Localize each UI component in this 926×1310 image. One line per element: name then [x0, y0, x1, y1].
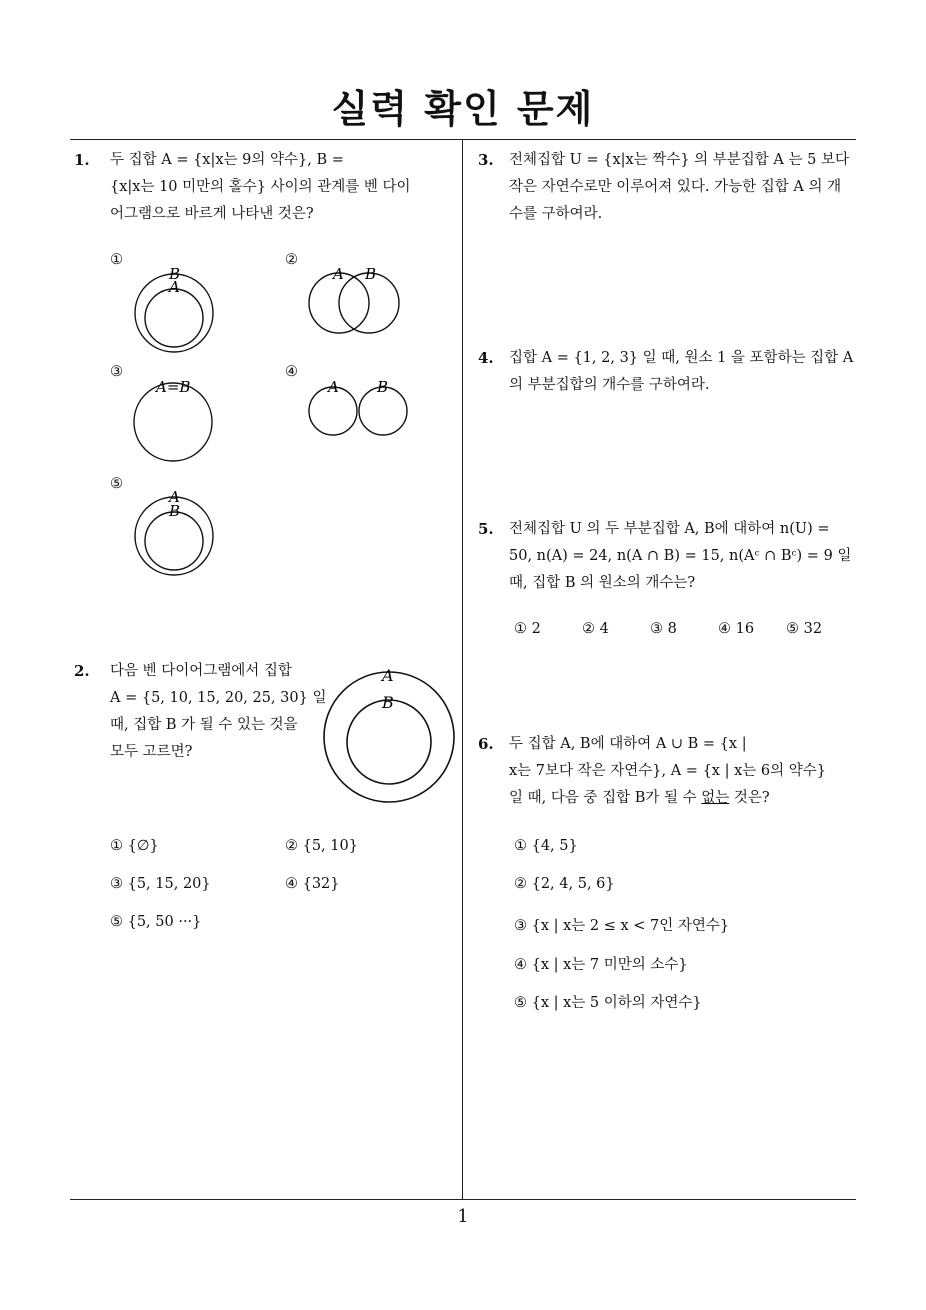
option: ① {∅}	[110, 838, 159, 854]
choice-1-marker: ①	[110, 252, 123, 268]
question-text	[509, 345, 858, 399]
option: ② {2, 4, 5, 6}	[514, 876, 615, 892]
option: ③ {x | x는 2 ≤ x < 7인 자연수}	[514, 918, 730, 934]
choice-4-marker: ④	[285, 364, 298, 380]
question-line: 모두 고르면?	[110, 744, 193, 760]
choice-5-marker: ⑤	[110, 476, 123, 492]
venn-label: B	[382, 693, 394, 712]
page-number: 1	[457, 1206, 469, 1227]
question-line: 의 부분집합의 개수를 구하여라.	[509, 377, 710, 393]
question-line: 전체집합 U = {x|x는 짝수} 의 부분집합 A 는 5 보다	[509, 152, 849, 168]
venn-label: B	[169, 502, 181, 520]
option-row	[514, 621, 854, 637]
venn-label: B	[365, 265, 377, 283]
question-line: 때, 집합 B 의 원소의 개수는?	[509, 575, 696, 591]
question-line	[509, 785, 858, 812]
column-divider	[462, 140, 463, 1200]
question-number: 2.	[74, 662, 90, 680]
option: ③ 8	[650, 621, 677, 637]
question-line: x는 7보다 작은 자연수}, A = {x | x는 6의 약수}	[509, 763, 826, 779]
question-line: 50, n(A) = 24, n(A ∩ B) = 15, n(Aᶜ ∩ Bᶜ) = 9 일	[509, 548, 852, 564]
venn-label: A=B	[156, 378, 191, 396]
venn-choice-5	[135, 488, 213, 575]
option: ⑤ {5, 50 ···}	[110, 914, 202, 930]
question-text	[110, 147, 456, 228]
venn-label: B	[377, 378, 389, 396]
question-line: 작은 자연수로만 이루어져 있다. 가능한 집합 A 의 개	[509, 179, 842, 195]
option: ⑤ {x | x는 5 이하의 자연수}	[514, 995, 702, 1011]
venn-choice-4	[309, 378, 407, 435]
question-line: 다음 벤 다이어그램에서 집합	[110, 663, 292, 679]
option: ④ {32}	[285, 876, 340, 892]
venn-choice-3	[134, 378, 212, 461]
question-line: 어그램으로 바르게 나타낸 것은?	[110, 206, 314, 222]
venn-label: A	[169, 278, 180, 296]
question-number: 6.	[478, 735, 494, 753]
header-rule	[70, 139, 856, 140]
option: ④ {x | x는 7 미만의 소수}	[514, 957, 688, 973]
venn-choice-1	[135, 265, 213, 352]
option: ④ 16	[718, 621, 755, 637]
footer-rule	[70, 1199, 856, 1200]
question-line: A = {5, 10, 15, 20, 25, 30} 일	[110, 690, 327, 706]
question-text	[509, 516, 858, 597]
choice-2-marker: ②	[285, 252, 298, 268]
venn-label: A	[382, 666, 394, 685]
option: ② {5, 10}	[285, 838, 358, 854]
question-line: {x|x는 10 미만의 홀수} 사이의 관계를 벤 다이	[110, 179, 411, 195]
option: ① 2	[514, 621, 541, 637]
question-line: 때, 집합 B 가 될 수 있는 것을	[110, 717, 298, 733]
question-line: 집합 A = {1, 2, 3} 일 때, 원소 1 을 포함하는 집합 A	[509, 350, 854, 366]
question-text	[509, 731, 858, 812]
option: ② 4	[582, 621, 609, 637]
page-title: 실력 확인 문제	[331, 87, 595, 131]
line-part: 것은?	[729, 790, 770, 806]
question-number: 1.	[74, 151, 90, 169]
question-line: 수를 구하여라.	[509, 206, 603, 222]
underlined-word: 없는	[701, 790, 730, 806]
question-line: 두 집합 A = {x|x는 9의 약수}, B =	[110, 152, 344, 168]
venn-question-2	[324, 666, 454, 802]
question-number: 3.	[478, 151, 494, 169]
venn-label: A	[169, 488, 180, 506]
question-line: 두 집합 A, B에 대하여 A ∪ B = {x |	[509, 736, 747, 752]
question-line: 전체집합 U 의 두 부분집합 A, B에 대하여 n(U) =	[509, 521, 830, 537]
choice-3-marker: ③	[110, 364, 123, 380]
question-text	[509, 147, 858, 228]
option: ⑤ 32	[786, 621, 823, 637]
question-number: 4.	[478, 349, 494, 367]
venn-label: A	[328, 378, 339, 396]
line-part: 일 때, 다음 중 집합 B가 될 수	[509, 790, 702, 806]
question-text	[110, 658, 327, 766]
venn-choice-2	[309, 265, 399, 333]
option: ① {4, 5}	[514, 838, 578, 854]
question-number: 5.	[478, 520, 494, 538]
option: ③ {5, 15, 20}	[110, 876, 211, 892]
venn-label: A	[333, 265, 344, 283]
venn-label: B	[169, 265, 181, 283]
